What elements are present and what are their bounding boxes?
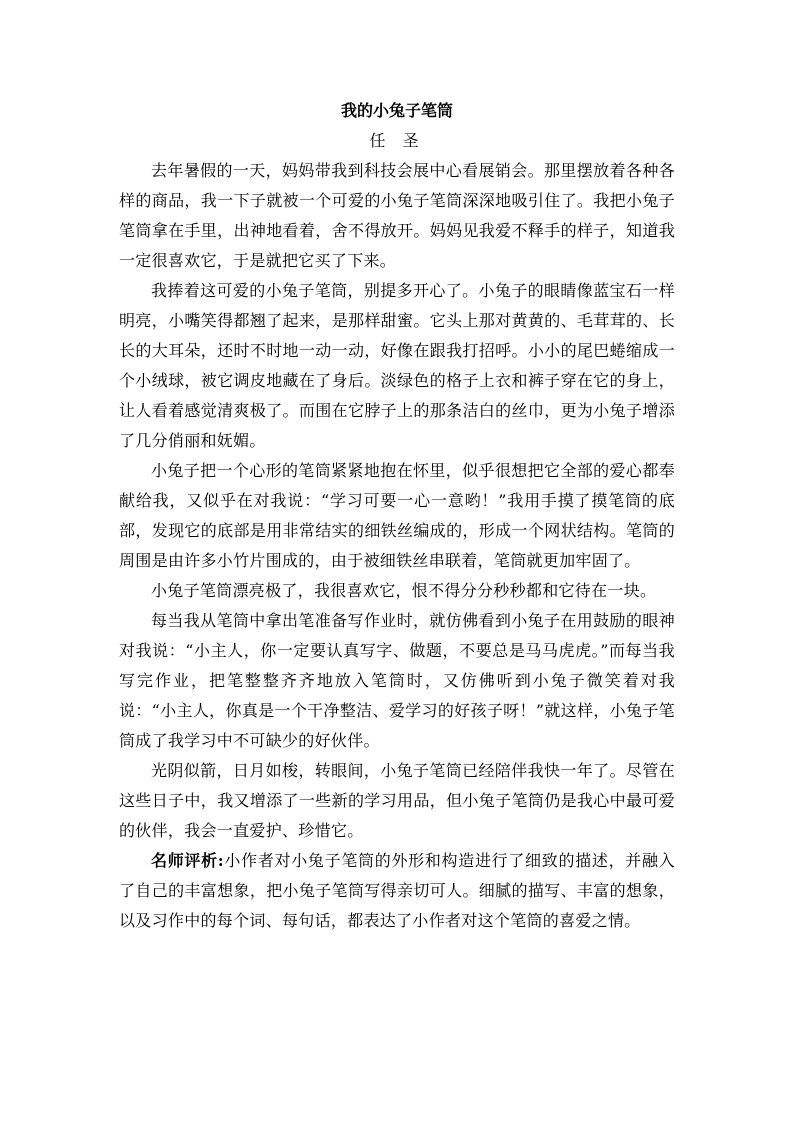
teacher-comment bbox=[119, 846, 675, 936]
paragraph-5: 每当我从笔筒中拿出笔准备写作业时，就仿佛看到小兔子在用鼓励的眼神对我说：“小主人，你一定要认真写字、做题，不要总是马马虎虎。”而每当我写完作业，把笔整整齐齐地放入笔筒时，又仿佛听到小兔子微笑着对我说：“小主人，你真是一个干净整洁、爱学习的好孩子呀！”就这样，小兔子笔筒成了我学习中不可缺少的好伙伴。 bbox=[119, 611, 675, 750]
teacher-comment-text: 小作者对小兔子笔筒的外形和构造进行了细致的描述，并融入了自己的丰富想象，把小兔子笔筒写得亲切可人。细腻的描写、丰富的想象，以及习作中的每个词、每句话，都表达了小作者对这个笔筒的喜爱之情。 bbox=[119, 851, 675, 930]
document-page bbox=[119, 96, 675, 936]
paragraph-1: 去年暑假的一天，妈妈带我到科技会展中心看展销会。那里摆放着各种各样的商品，我一下子就被一个可爱的小兔子笔筒深深地吸引住了。我把小兔子笔筒拿在手里，出神地看着，舍不得放开。妈妈见我爱不释手的样子，知道我一定很喜欢它，于是就把它买了下来。 bbox=[119, 161, 675, 270]
paragraph-2: 我捧着这可爱的小兔子笔筒，别提多开心了。小兔子的眼睛像蓝宝石一样明亮，小嘴笑得都翘了起来，是那样甜蜜。它头上那对黄黄的、毛茸茸的、长长的大耳朵，还时不时地一动一动，好像在跟我打招呼。小小的尾巴蜷缩成一个小绒球，被它调皮地藏在了身后。淡绿色的格子上衣和裤子穿在它的身上，让人看着感觉清爽极了。而围在它脖子上的那条洁白的丝巾，更为小兔子增添了几分俏丽和妩媚。 bbox=[119, 281, 675, 450]
teacher-comment-label: 名师评析: bbox=[151, 851, 225, 870]
paragraph-6: 光阴似箭，日月如梭，转眼间，小兔子笔筒已经陪伴我快一年了。尽管在这些日子中，我又增添了一些新的学习用品，但小兔子笔筒仍是我心中最可爱的伙伴，我会一直爱护、珍惜它。 bbox=[119, 761, 675, 840]
essay-title: 我的小兔子笔筒 bbox=[340, 101, 453, 120]
paragraph-3: 小兔子把一个心形的笔筒紧紧地抱在怀里，似乎很想把它全部的爱心都奉献给我，又似乎在对我说：“学习可要一心一意哟！”我用手摸了摸笔筒的底部，发现它的底部是用非常结实的细铁丝编成的，形成一个网状结构。笔筒的周围是由许多小竹片围成的，由于被细铁丝串联着，笔筒就更加牢固了。 bbox=[119, 461, 675, 570]
paragraph-4: 小兔子笔筒漂亮极了，我很喜欢它，恨不得分分秒秒都和它待在一块。 bbox=[151, 581, 657, 600]
essay-author: 任 圣 bbox=[369, 131, 425, 150]
